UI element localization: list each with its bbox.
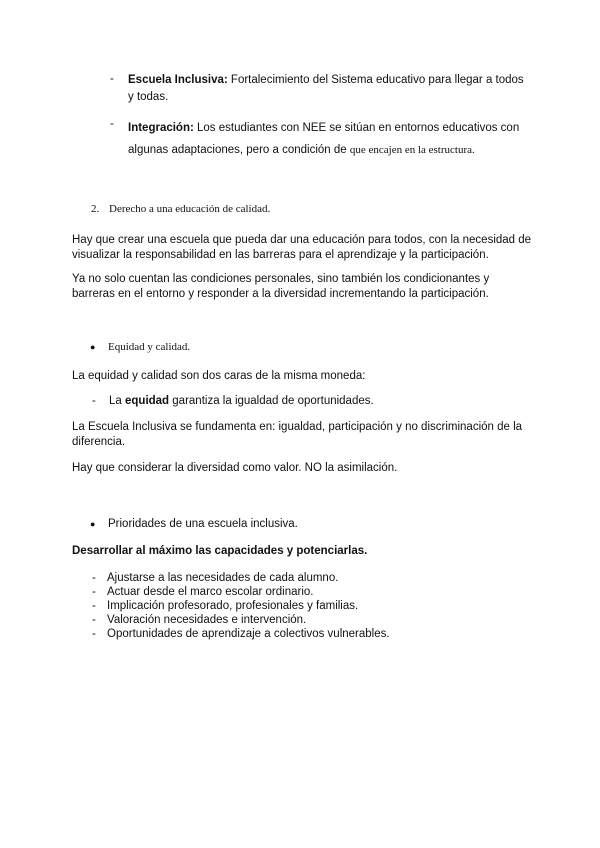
item-text [128, 117, 528, 161]
dash-marker: - [92, 395, 96, 407]
list-item [92, 627, 532, 641]
bold-line [72, 544, 532, 559]
list-item-text: Valoración necesidades e intervención. [107, 614, 307, 626]
paragraph: Hay que crear una escuela que pueda dar una educación para todos, con la necesidad de visualizar la responsabilidad en las barreras para el aprendizaje y la participación. [72, 234, 532, 261]
priorities-list [92, 571, 532, 641]
list-item-escuela-inclusiva [92, 72, 532, 104]
bullet-icon: ● [90, 519, 96, 529]
item-serif-text: que encajen en la estructura. [349, 144, 475, 156]
dash-marker: - [110, 118, 114, 130]
bullet-icon: ● [90, 342, 96, 352]
bullet-heading-text: Equidad y calidad. [108, 341, 191, 353]
dash-marker: - [92, 600, 96, 612]
item-description: Fortalecimiento del Sistema educativo para llegar a todos y todas. [128, 74, 524, 103]
item-description: Los estudiantes con NEE se sitúan en entornos educativos con algunas adaptaciones, pero a condición de [128, 122, 520, 156]
list-item-text: Actuar desde el marco escolar ordinario. [107, 586, 314, 598]
list-item [92, 571, 532, 585]
item-bold-label: Integración: [128, 122, 194, 134]
paragraph: Ya no solo cuentan las condiciones personales, sino también los condicionantes y barreras en el entorno y responder a la diversidad incrementando la participación. [72, 273, 490, 300]
bold-statement: Desarrollar al máximo las capacidades y potenciarlas. [72, 545, 368, 557]
list-item [92, 599, 532, 613]
dash-marker: - [92, 628, 96, 640]
paragraph: Hay que considerar la diversidad como valor. NO la asimilación. [72, 462, 398, 474]
item-bold-label: equidad [125, 395, 170, 407]
list-item-equidad [92, 394, 532, 410]
bullet-heading-text: Prioridades de una escuela inclusiva. [108, 518, 298, 530]
list-item [92, 613, 532, 627]
list-item-text: Oportunidades de aprendizaje a colectivos vulnerables. [107, 628, 390, 640]
list-item [92, 585, 532, 599]
paragraph: La equidad y calidad son dos caras de la misma moneda: [72, 370, 366, 382]
item-text [109, 394, 509, 409]
item-suffix: garantiza la igualdad de oportunidades. [169, 395, 374, 407]
dash-marker: - [92, 586, 96, 598]
list-item-text: Implicación profesorado, profesionales y familias. [107, 600, 359, 612]
section-number: 2. [91, 203, 100, 215]
paragraph: La Escuela Inclusiva se fundamenta en: igualdad, participación y no discriminación de la diferencia. [72, 421, 523, 448]
dash-marker: - [110, 73, 114, 85]
dash-marker: - [92, 572, 96, 584]
list-item-text: Ajustarse a las necesidades de cada alumno. [107, 572, 339, 584]
list-item-integracion [92, 117, 532, 157]
item-text [128, 72, 528, 106]
item-prefix: La [109, 395, 125, 407]
section-title: Derecho a una educación de calidad. [109, 203, 271, 215]
item-bold-label: Escuela Inclusiva: [128, 74, 228, 86]
dash-marker: - [92, 614, 96, 626]
